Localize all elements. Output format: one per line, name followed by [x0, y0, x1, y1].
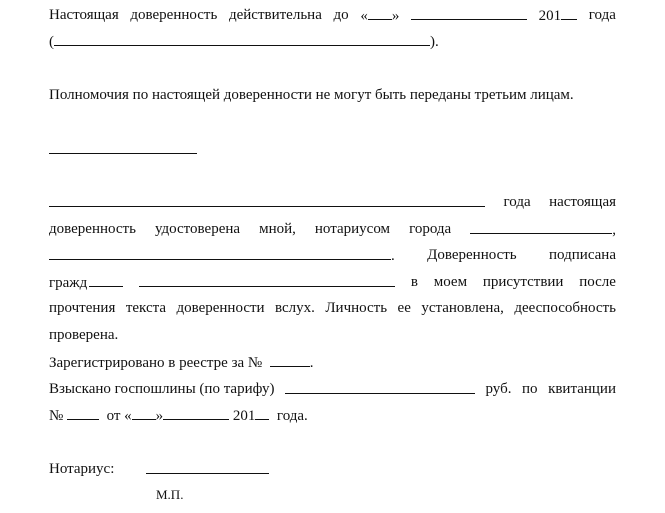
notary-line-5: прочтения текста доверенности вслух. Личность ее установлена, дееспособность [49, 300, 616, 316]
notary-name-blank[interactable] [49, 246, 391, 260]
receipt-year-blank[interactable] [255, 406, 269, 420]
notary-label: Нотариус: [49, 461, 115, 477]
day-blank[interactable] [368, 6, 392, 20]
validity-words-blank[interactable] [54, 32, 430, 46]
principal-signature-line [49, 140, 197, 159]
receipt-month-blank[interactable] [163, 406, 229, 420]
powers-text: Полномочия по настоящей доверенности не могут быть переданы третьим лицам. [49, 87, 574, 103]
principal-signature-blank[interactable] [49, 140, 197, 154]
year-blank[interactable] [561, 6, 577, 20]
citizen-name-blank[interactable] [139, 273, 395, 287]
validity-line: Настоящая доверенность действительна до « » 201 года [49, 7, 616, 24]
citizen-suffix-blank[interactable] [89, 273, 123, 287]
fee-amount-blank[interactable] [285, 380, 475, 394]
notary-line-3: . Доверенность подписана [49, 246, 616, 265]
notary-signature-line [146, 460, 269, 479]
notary-line-4: гражд в моем присутствии после [49, 274, 616, 291]
notary-line-1: года настоящая [49, 193, 616, 211]
notary-line-2: доверенность удостоверена мной, нотариусом города , [49, 221, 616, 238]
receipt-day-blank[interactable] [132, 406, 156, 420]
registry-number-blank[interactable] [270, 353, 310, 367]
month-blank[interactable] [411, 6, 527, 20]
registry-line: Зарегистрировано в реестре за № . [49, 355, 314, 371]
fee-line-1: Взыскано госпошлины (по тарифу) руб. по квитанции [49, 381, 616, 397]
notary-line-6: проверена. [49, 327, 119, 343]
notary-signature-blank[interactable] [146, 460, 269, 474]
date-words-blank[interactable] [49, 193, 485, 207]
receipt-number-blank[interactable] [67, 406, 99, 420]
stamp-placeholder: М.П. [156, 487, 184, 502]
validity-words-line: ( ). [49, 34, 439, 50]
fee-line-2: № от « » 201 года. [49, 408, 308, 424]
city-blank[interactable] [470, 220, 612, 234]
